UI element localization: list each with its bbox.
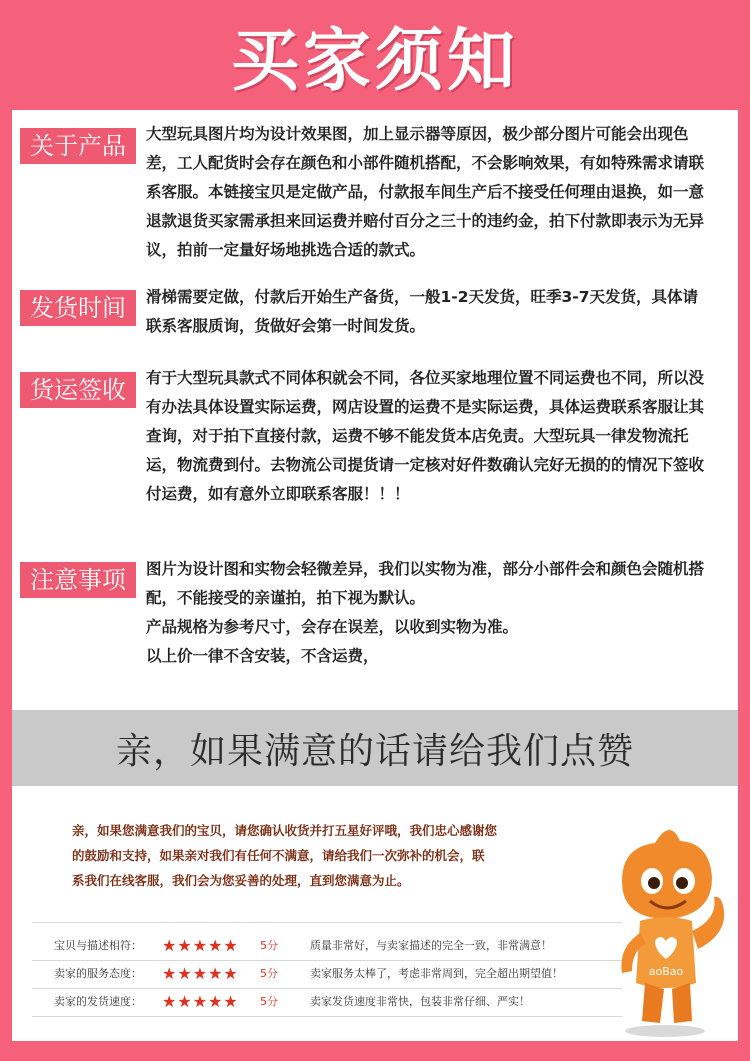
rating-label: 卖家的服务态度： <box>54 967 142 980</box>
message-line: 系我们在线客服，我们会为您妥善的处理，直到您满意为止。 <box>72 873 410 888</box>
like-banner <box>12 710 738 786</box>
rating-score: 5分 <box>260 967 278 980</box>
rating-label: 卖家的发货速度： <box>54 995 142 1008</box>
banner-text: 亲，如果满意的话请给我们点赞 <box>115 730 634 772</box>
section-body <box>146 120 706 265</box>
star-rating: ★★★★★ <box>162 991 239 1011</box>
notice-panel <box>12 110 738 710</box>
section-tag: 货运签收 <box>20 372 136 408</box>
paragraph: 以上价一律不含安装，不含运费， <box>146 647 379 665</box>
section-body <box>146 283 706 341</box>
section-tag: 发货时间 <box>20 290 136 326</box>
paragraph: 有于大型玩具款式不同体积就会不同，各位买家地理位置不同运费也不同，所以没有办法具体设置实际运费，网店设置的运费不是实际运费，具体运费联系客服让其查询，对于拍下直接付款，运费不够不能发货本店免责。大型玩具一律发物流托运，物流费到付。去物流公司提货请一定核对好件数确认完好无损的的情况下签收付运费，如有意外立即联系客服！！！ <box>146 369 705 503</box>
mascot-text: aoBao <box>648 965 684 978</box>
rating-row <box>32 960 632 986</box>
message-line: 亲，如果您满意我们的宝贝，请您确认收货并打五星好评哦，我们忠心感谢您 <box>72 823 498 838</box>
rating-desc: 卖家服务太棒了，考虑非常周到，完全超出期望值！ <box>310 967 563 980</box>
rating-row <box>32 988 632 1014</box>
paragraph: 大型玩具图片均为设计效果图，加上显示器等原因，极少部分图片可能会出现色差，工人配货时会存在颜色和小部件随机搭配，不会影响效果，有如特殊需求请联系客服。本链接宝贝是定做产品，付款报车间生产后不接受任何理由退换，如一意退款退货买家需承担来回运费并赔付百分之三十的违约金，拍下付款即表示为无异议，拍前一定量好场地挑选合适的款式。 <box>146 125 705 259</box>
paragraph: 图片为设计图和实物会轻微差异，我们以实物为准，部分小部件会和颜色会随机搭配，不能接受的亲谨拍，拍下视为默认。 <box>146 560 705 607</box>
rating-row <box>32 932 632 958</box>
divider <box>32 922 622 923</box>
paragraph: 产品规格为参考尺寸，会存在误差，以收到实物为准。 <box>146 618 519 636</box>
star-rating: ★★★★★ <box>162 935 239 955</box>
header <box>0 0 750 110</box>
page-title: 买家须知 <box>230 21 519 101</box>
review-message <box>72 818 612 893</box>
bottom-strip <box>12 1041 738 1061</box>
divider <box>32 1016 622 1017</box>
rating-desc: 卖家发货速度非常快，包装非常仔细、严实！ <box>310 995 530 1008</box>
section-body <box>146 555 706 671</box>
rating-score: 5分 <box>260 995 278 1008</box>
message-line: 的鼓励和支持，如果亲对我们有任何不满意，请给我们一次弥补的机会，联 <box>72 848 485 863</box>
section-body <box>146 364 706 509</box>
section-tag: 注意事项 <box>20 562 136 598</box>
star-rating: ★★★★★ <box>162 963 239 983</box>
section-tag: 关于产品 <box>20 128 136 164</box>
rating-desc: 质量非常好，与卖家描述的完全一致，非常满意！ <box>310 939 552 952</box>
paragraph: 滑梯需要定做，付款后开始生产备货，一般1-2天发货，旺季3-7天发货，具体请联系客服质询，货做好会第一时间发货。 <box>146 288 699 335</box>
rating-label: 宝贝与描述相符： <box>54 939 142 952</box>
rating-score: 5分 <box>260 939 278 952</box>
mascot-thumbs-up-icon <box>600 823 730 1038</box>
